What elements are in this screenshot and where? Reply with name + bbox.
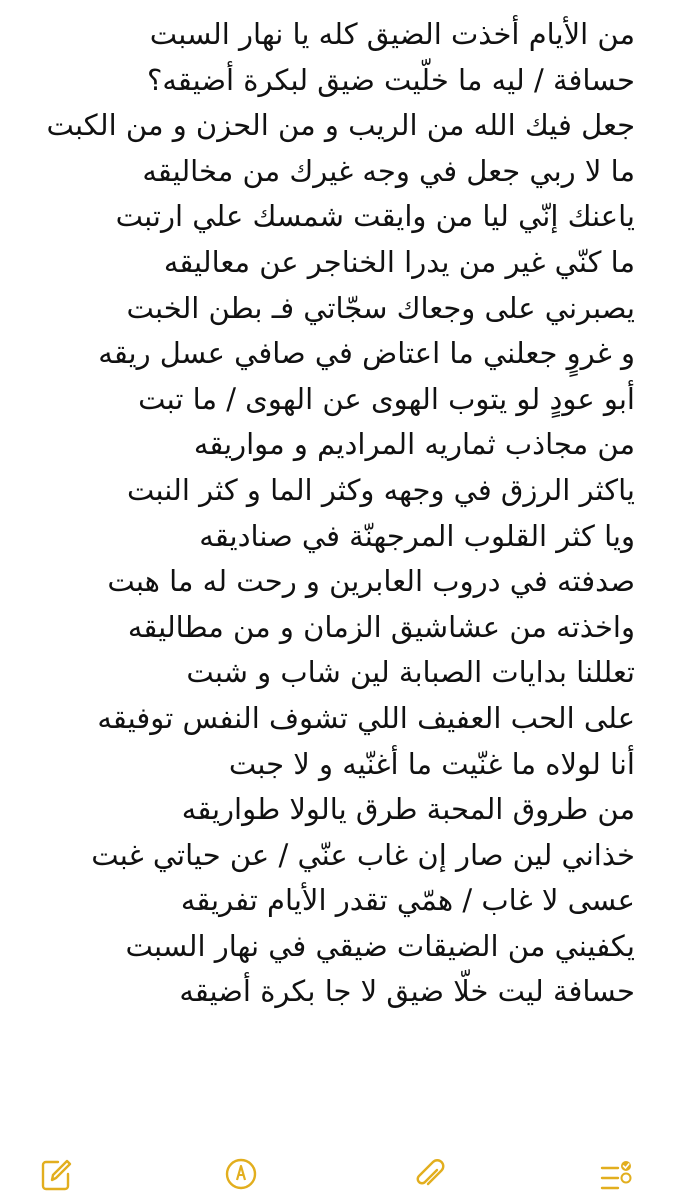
- note-line: تعللنا بدايات الصبابة لين شاب و شبت: [186, 655, 635, 690]
- note-line: واخذته من عشاشيق الزمان و من مطاليقه: [127, 609, 635, 644]
- compose-icon: [38, 1156, 74, 1192]
- checklist-icon: [598, 1156, 634, 1192]
- new-note-button[interactable]: [34, 1156, 78, 1200]
- bottom-toolbar: [0, 1148, 675, 1200]
- note-line: حسافة / ليه ما خلّيت ضيق لبكرة أضيقه؟: [146, 62, 635, 97]
- note-line: يصبرني على وجعاك سجّاتي فـ بطن الخبت: [126, 290, 635, 325]
- attachment-icon: [412, 1156, 448, 1192]
- note-line: يكفيني من الضيقات ضيقي في نهار السبت: [125, 928, 635, 963]
- note-line: حسافة ليت خلّا ضيق لا جا بكرة أضيقه: [179, 974, 635, 1009]
- checklist-button[interactable]: [594, 1156, 638, 1200]
- note-line: صدفته في دروب العابرين و رحت له ما هبت: [107, 564, 635, 599]
- note-line: ياكثر الرزق في وجهه وكثر الما و كثر النبت: [127, 472, 635, 507]
- note-line: ما كنّي غير من يدرا الخناجر عن معاليقه: [163, 244, 635, 279]
- note-body[interactable]: [0, 12, 675, 1015]
- note-line: خذاني لين صار إن غاب عنّي / عن حياتي غبت: [91, 837, 635, 872]
- note-line: من الأيام أخذت الضيق كله يا نهار السبت: [149, 17, 635, 51]
- note-line: من طروق المحبة طرق يالولا طواريقه: [181, 792, 635, 827]
- markup-icon: [223, 1156, 259, 1192]
- note-line: من مجاذب ثماريه المراديم و مواريقه: [193, 427, 635, 462]
- note-line: أبو عودٍ لو يتوب الهوى عن الهوى / ما تبت: [138, 381, 635, 416]
- note-line: ما لا ربي جعل في وجه غيرك من مخاليقه: [142, 153, 635, 188]
- note-line: على الحب العفيف اللي تشوف النفس توفيقه: [97, 700, 635, 735]
- note-line: جعل فيك الله من الريب و من الحزن و من الكبت: [46, 108, 635, 143]
- note-line: عسى لا غاب / همّي تقدر الأيام تفريقه: [180, 883, 635, 918]
- note-line: ياعنك إنّي ليا من وايقت شمسك علي ارتبت: [115, 199, 635, 234]
- note-line: ويا كثر القلوب المرجهنّة في صناديقه: [199, 518, 635, 553]
- markup-button[interactable]: [219, 1156, 263, 1200]
- note-line: و غروٍ جعلني ما اعتاض في صافي عسل ريقه: [98, 336, 635, 371]
- attachment-button[interactable]: [408, 1156, 452, 1200]
- note-line: أنا لولاه ما غنّيت ما أغنّيه و لا جبت: [228, 746, 635, 781]
